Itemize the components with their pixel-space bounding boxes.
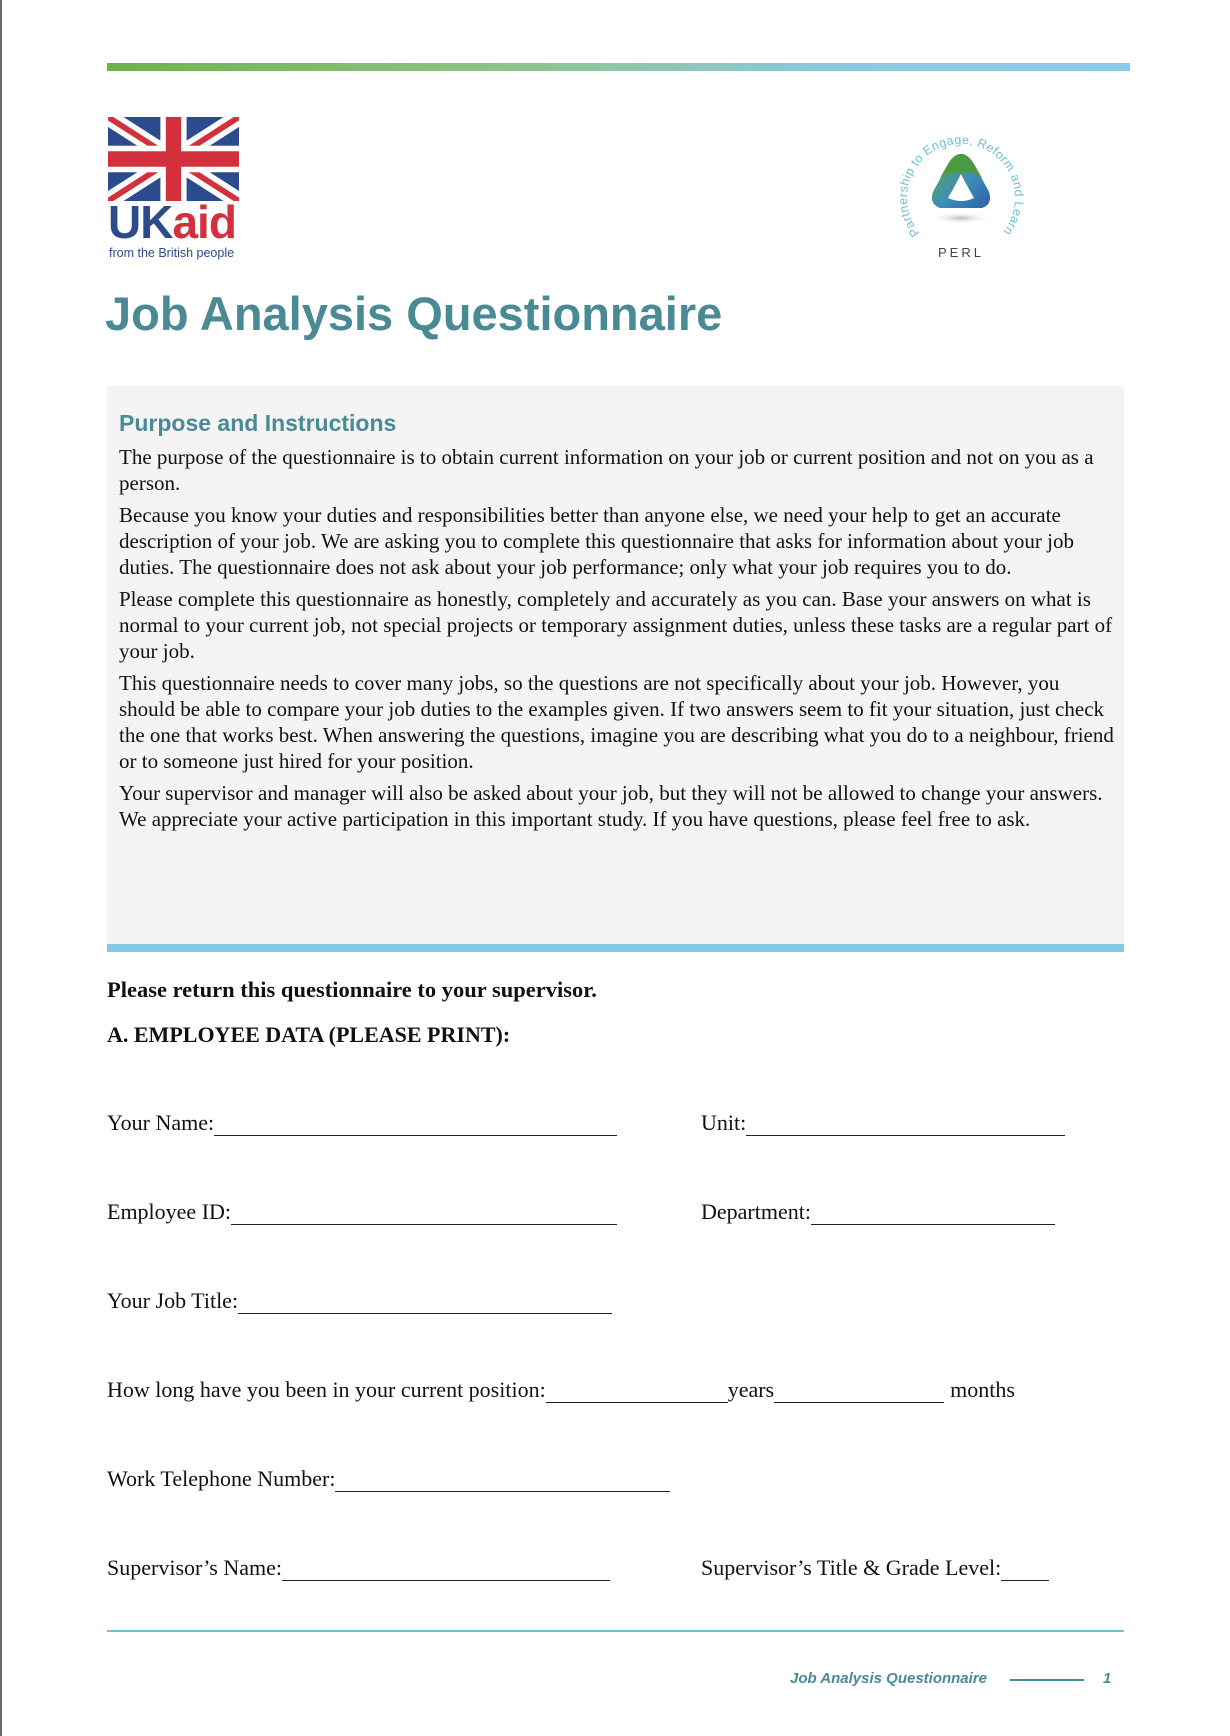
ukaid-word-uk: UK — [108, 196, 173, 248]
supervisor-title-row — [701, 1555, 1049, 1581]
union-jack-flag-icon — [108, 117, 239, 201]
header-gradient-rule — [107, 63, 1130, 71]
footer-rule — [107, 1630, 1124, 1632]
ukaid-logo — [108, 117, 240, 262]
instructions-paragraph: Please complete this questionnaire as honestly, completely and accurately as you can. Base your answers on what is normal to your current job, not special projects or temporary assignment duties, unless these tasks are a regular part of your job. — [119, 587, 1113, 663]
your-name-label: Your Name: — [107, 1110, 215, 1135]
supervisor-name-row — [107, 1555, 610, 1581]
footer-title: Job Analysis Questionnaire — [790, 1670, 987, 1687]
page-edge — [0, 0, 2, 1736]
job-title-row — [107, 1288, 612, 1314]
work-phone-row — [107, 1466, 670, 1492]
instructions-body — [119, 444, 1119, 838]
tenure-label: How long have you been in your current position: — [107, 1377, 546, 1402]
supervisor-name-label: Supervisor’s Name: — [107, 1555, 282, 1580]
supervisor-name-field[interactable] — [282, 1560, 610, 1581]
instructions-heading: Purpose and Instructions — [119, 410, 397, 436]
job-title-label: Your Job Title: — [107, 1288, 239, 1313]
ukaid-wordmark — [108, 196, 236, 248]
tenure-row — [107, 1377, 1015, 1403]
department-row — [701, 1199, 1055, 1225]
instructions-paragraph: The purpose of the questionnaire is to obtain current information on your job or current position and not on you as a person. — [119, 445, 1094, 495]
tenure-months-label: months — [950, 1377, 1015, 1402]
work-phone-field[interactable] — [335, 1471, 670, 1492]
department-field[interactable] — [811, 1204, 1055, 1225]
return-note: Please return this questionnaire to your supervisor. — [107, 977, 597, 1002]
page-number: 1 — [1103, 1670, 1112, 1687]
employee-id-field[interactable] — [231, 1204, 617, 1225]
ukaid-tagline: from the British people — [109, 246, 235, 260]
department-label: Department: — [701, 1199, 811, 1224]
supervisor-title-label: Supervisor’s Title & Grade Level: — [701, 1555, 1002, 1580]
instructions-paragraph: Your supervisor and manager will also be asked about your job, but they will not be allowed to change your answers. We appreciate your active participation in this important study. If you have questions, please feel free to ask. — [119, 781, 1103, 831]
employee-id-row — [107, 1199, 617, 1225]
unit-label: Unit: — [701, 1110, 747, 1135]
unit-field[interactable] — [746, 1115, 1065, 1136]
section-a-heading: A. EMPLOYEE DATA (PLEASE PRINT): — [107, 1022, 511, 1047]
work-phone-label: Work Telephone Number: — [107, 1466, 336, 1491]
instructions-paragraph: This questionnaire needs to cover many jobs, so the questions are not specifically about your job. However, you should be able to compare your job duties to the examples given. If two answers seem to fit your situation, just check the one that works best. When answering the questions, imagine you are describing what you do to a neighbour, friend or to someone just hired for your position. — [119, 671, 1114, 773]
your-name-row — [107, 1110, 617, 1136]
perl-logo — [886, 118, 1036, 268]
job-title-field[interactable] — [238, 1293, 612, 1314]
tenure-months-field[interactable] — [774, 1382, 944, 1403]
ukaid-word-aid: aid — [172, 196, 236, 248]
tenure-years-label: years — [727, 1377, 775, 1402]
instructions-bottom-rule — [107, 944, 1124, 952]
supervisor-title-field[interactable] — [1001, 1560, 1049, 1581]
your-name-field[interactable] — [214, 1115, 617, 1136]
employee-id-label: Employee ID: — [107, 1199, 232, 1224]
footer-dash — [1010, 1679, 1084, 1681]
tenure-years-field[interactable] — [546, 1382, 728, 1403]
document-title: Job Analysis Questionnaire — [105, 287, 723, 340]
perl-ring-textpath: Partnership to Engage, Reform and Learn — [895, 132, 1027, 240]
instructions-paragraph: Because you know your duties and responsibilities better than anyone else, we need your help to get an accurate description of your job. We are asking you to complete this questionnaire that asks for information about your job duties. The questionnaire does not ask about your job performance; only what your job requires you to do. — [119, 503, 1074, 579]
unit-row — [701, 1110, 1065, 1136]
perl-name: PERL — [938, 245, 984, 260]
